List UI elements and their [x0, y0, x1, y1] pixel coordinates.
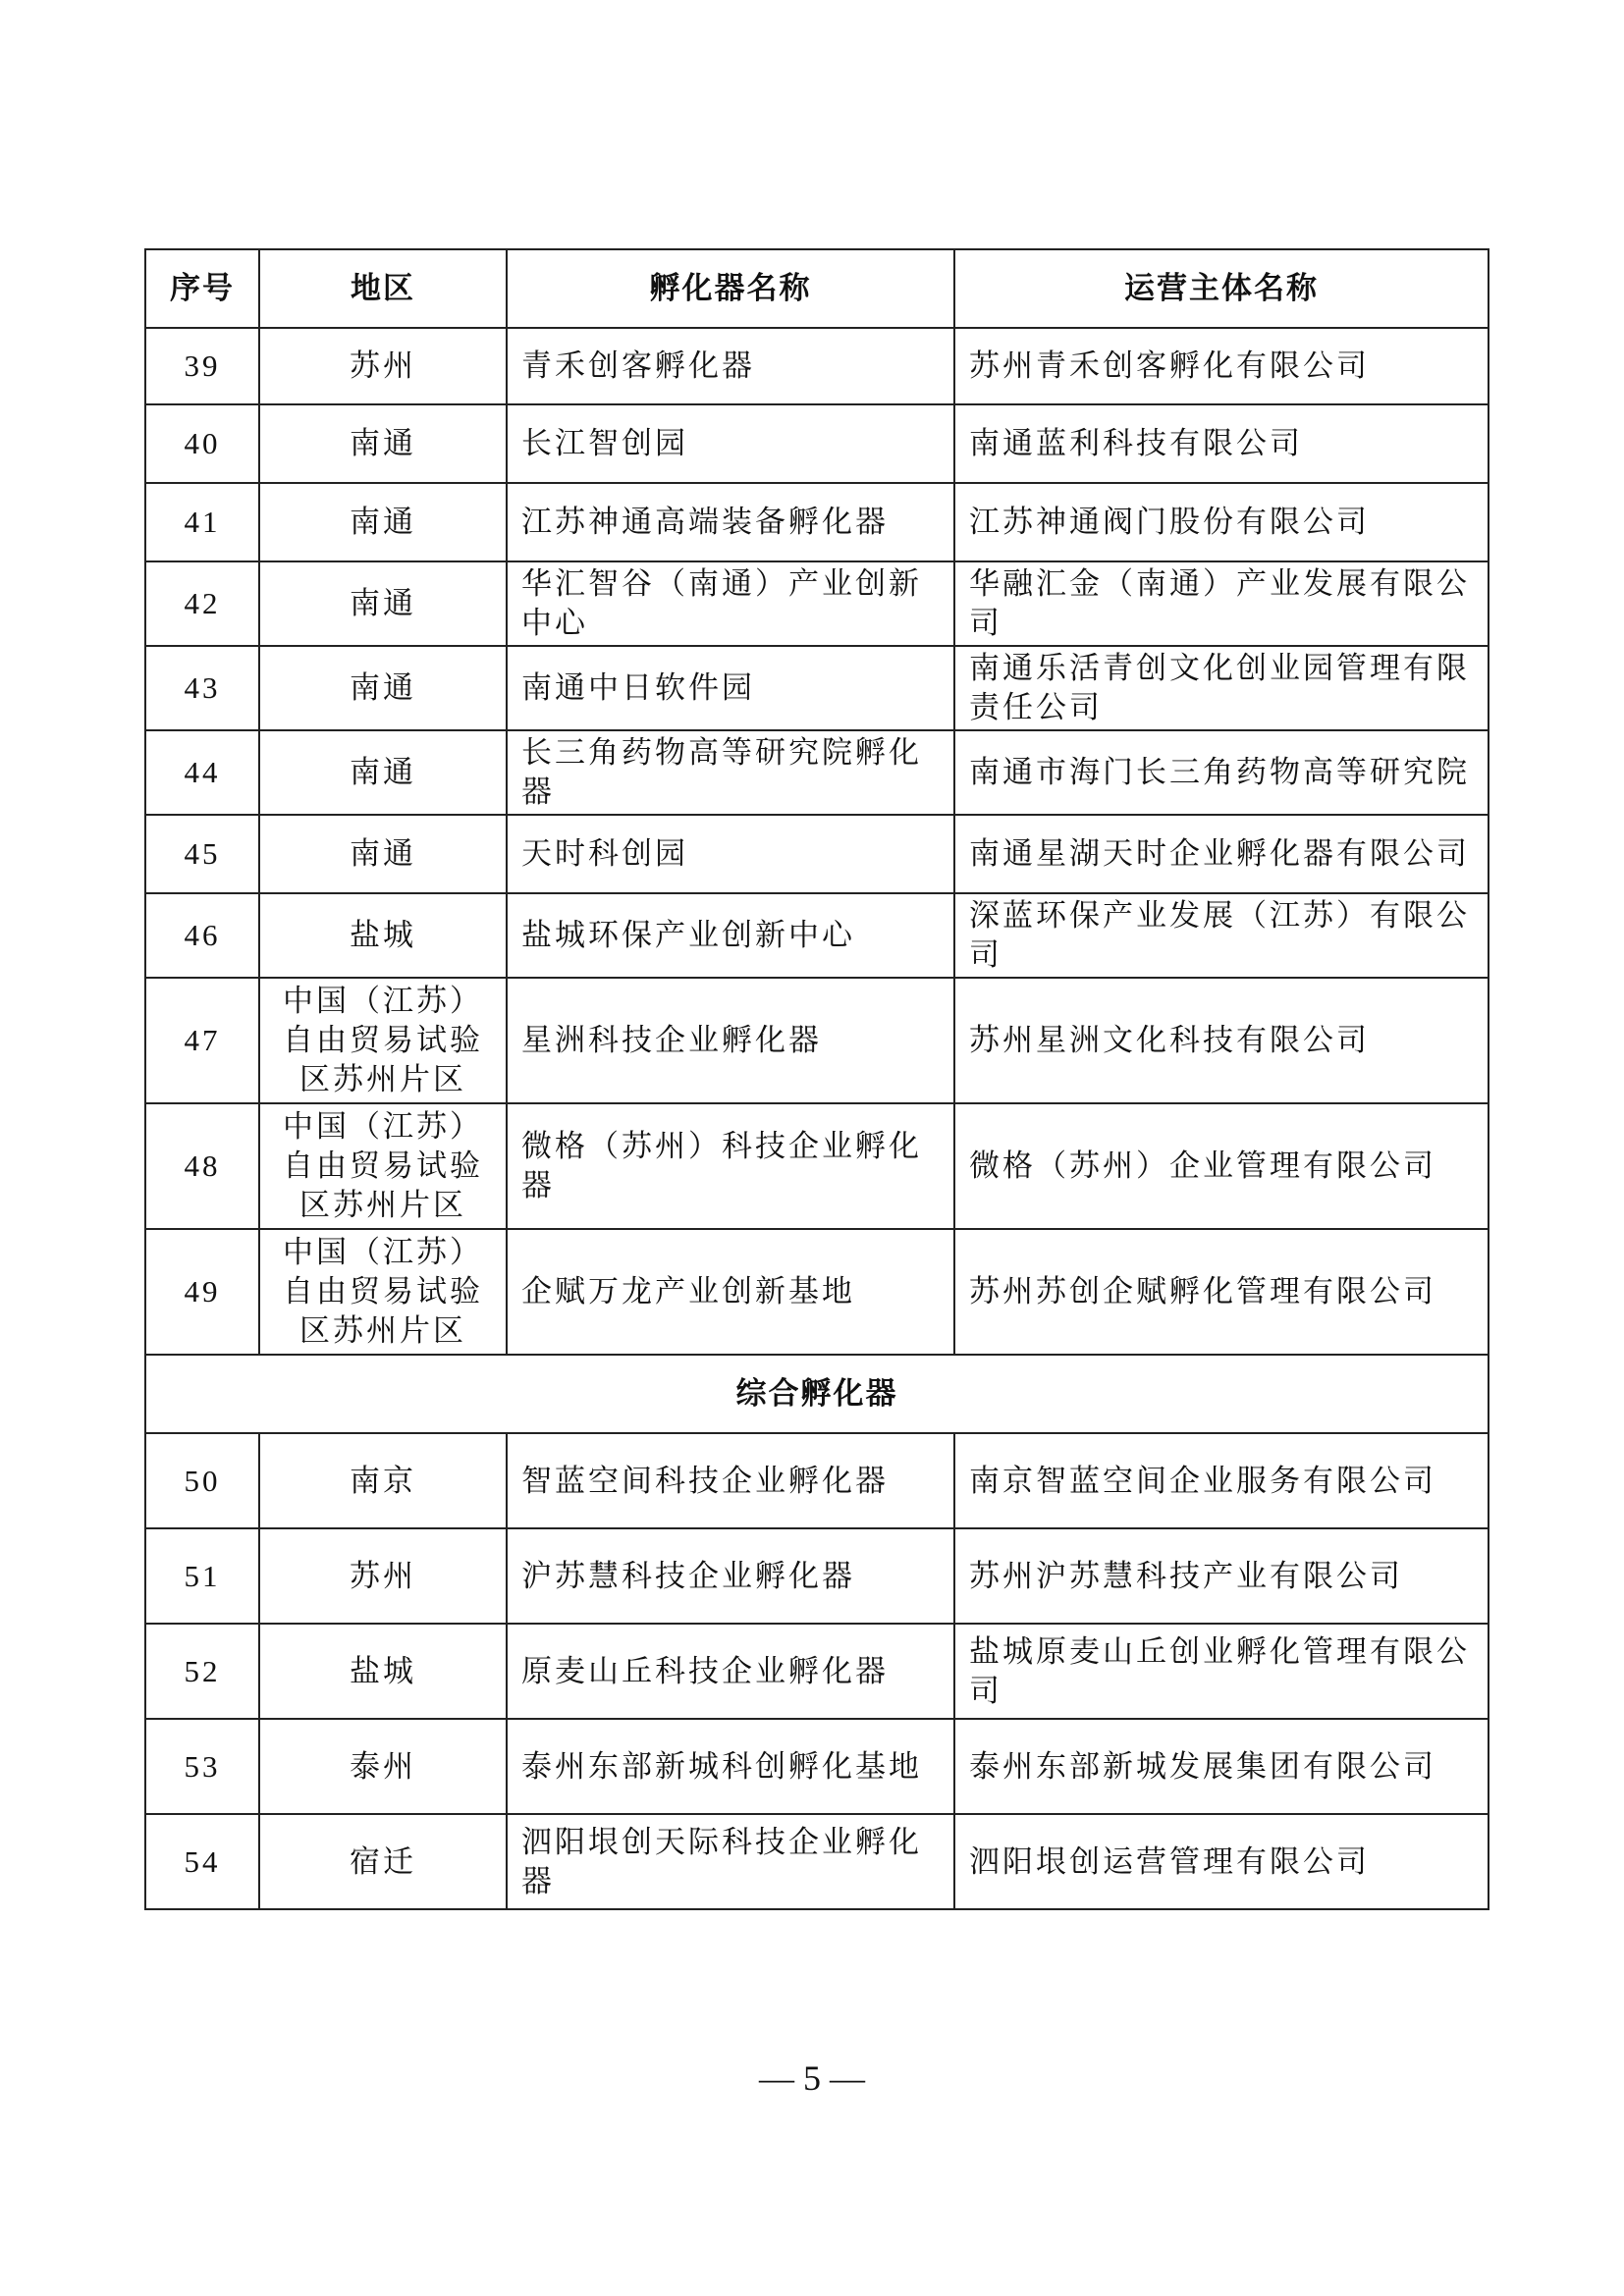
region-cell: 苏州	[259, 328, 507, 404]
seq-cell: 47	[145, 978, 259, 1103]
incubator-name-cell: 企赋万龙产业创新基地	[507, 1229, 954, 1355]
operator-name-cell: 苏州苏创企赋孵化管理有限公司	[954, 1229, 1489, 1355]
seq-cell: 44	[145, 730, 259, 815]
header-seq: 序号	[145, 249, 259, 328]
incubator-name-cell: 沪苏慧科技企业孵化器	[507, 1528, 954, 1624]
seq-cell: 41	[145, 483, 259, 561]
region-cell: 泰州	[259, 1719, 507, 1814]
operator-name-cell: 南通市海门长三角药物高等研究院	[954, 730, 1489, 815]
region-cell: 宿迁	[259, 1814, 507, 1909]
operator-name-cell: 南京智蓝空间企业服务有限公司	[954, 1433, 1489, 1528]
header-region: 地区	[259, 249, 507, 328]
table-row	[145, 1814, 1489, 1909]
seq-cell: 51	[145, 1528, 259, 1624]
table-row	[145, 815, 1489, 893]
region-cell: 中国（江苏）自由贸易试验区苏州片区	[259, 1229, 507, 1355]
incubator-table	[144, 248, 1489, 1910]
incubator-name-cell: 青禾创客孵化器	[507, 328, 954, 404]
header-name: 孵化器名称	[507, 249, 954, 328]
operator-name-cell: 南通乐活青创文化创业园管理有限责任公司	[954, 646, 1489, 730]
incubator-name-cell: 盐城环保产业创新中心	[507, 893, 954, 978]
incubator-name-cell: 江苏神通高端装备孵化器	[507, 483, 954, 561]
table-row	[145, 1719, 1489, 1814]
region-cell: 南通	[259, 561, 507, 646]
region-cell: 盐城	[259, 893, 507, 978]
operator-name-cell: 深蓝环保产业发展（江苏）有限公司	[954, 893, 1489, 978]
operator-name-cell: 泰州东部新城发展集团有限公司	[954, 1719, 1489, 1814]
operator-name-cell: 江苏神通阀门股份有限公司	[954, 483, 1489, 561]
incubator-name-cell: 泗阳垠创天际科技企业孵化器	[507, 1814, 954, 1909]
header-row	[145, 249, 1489, 328]
seq-cell: 50	[145, 1433, 259, 1528]
table-row	[145, 1103, 1489, 1229]
region-cell: 南通	[259, 646, 507, 730]
seq-cell: 49	[145, 1229, 259, 1355]
region-cell: 南通	[259, 404, 507, 483]
region-cell: 苏州	[259, 1528, 507, 1624]
table-row	[145, 730, 1489, 815]
seq-cell: 53	[145, 1719, 259, 1814]
table-row	[145, 1433, 1489, 1528]
table-body-comprehensive	[145, 1433, 1489, 1909]
table-row	[145, 483, 1489, 561]
seq-cell: 52	[145, 1624, 259, 1719]
header-operator: 运营主体名称	[954, 249, 1489, 328]
incubator-name-cell: 长三角药物高等研究院孵化器	[507, 730, 954, 815]
region-cell: 南京	[259, 1433, 507, 1528]
incubator-name-cell: 原麦山丘科技企业孵化器	[507, 1624, 954, 1719]
seq-cell: 43	[145, 646, 259, 730]
seq-cell: 39	[145, 328, 259, 404]
region-cell: 南通	[259, 483, 507, 561]
table-row	[145, 978, 1489, 1103]
operator-name-cell: 泗阳垠创运营管理有限公司	[954, 1814, 1489, 1909]
incubator-name-cell: 星洲科技企业孵化器	[507, 978, 954, 1103]
section-row	[145, 1355, 1489, 1433]
table-row	[145, 893, 1489, 978]
region-cell: 中国（江苏）自由贸易试验区苏州片区	[259, 1103, 507, 1229]
seq-cell: 40	[145, 404, 259, 483]
incubator-name-cell: 智蓝空间科技企业孵化器	[507, 1433, 954, 1528]
table-row	[145, 404, 1489, 483]
table-row	[145, 646, 1489, 730]
seq-cell: 46	[145, 893, 259, 978]
incubator-name-cell: 天时科创园	[507, 815, 954, 893]
operator-name-cell: 南通星湖天时企业孵化器有限公司	[954, 815, 1489, 893]
table-row	[145, 561, 1489, 646]
table-row	[145, 328, 1489, 404]
region-cell: 南通	[259, 815, 507, 893]
table-body-section	[145, 1355, 1489, 1433]
operator-name-cell: 苏州星洲文化科技有限公司	[954, 978, 1489, 1103]
seq-cell: 42	[145, 561, 259, 646]
table-row	[145, 1229, 1489, 1355]
page-number: — 5 —	[759, 2058, 865, 2098]
region-cell: 南通	[259, 730, 507, 815]
operator-name-cell: 苏州沪苏慧科技产业有限公司	[954, 1528, 1489, 1624]
region-cell: 中国（江苏）自由贸易试验区苏州片区	[259, 978, 507, 1103]
operator-name-cell: 苏州青禾创客孵化有限公司	[954, 328, 1489, 404]
region-cell: 盐城	[259, 1624, 507, 1719]
seq-cell: 45	[145, 815, 259, 893]
seq-cell: 48	[145, 1103, 259, 1229]
operator-name-cell: 南通蓝利科技有限公司	[954, 404, 1489, 483]
incubator-name-cell: 南通中日软件园	[507, 646, 954, 730]
operator-name-cell: 盐城原麦山丘创业孵化管理有限公司	[954, 1624, 1489, 1719]
section-title: 综合孵化器	[145, 1355, 1489, 1433]
table-row	[145, 1528, 1489, 1624]
table-row	[145, 1624, 1489, 1719]
seq-cell: 54	[145, 1814, 259, 1909]
incubator-name-cell: 长江智创园	[507, 404, 954, 483]
incubator-name-cell: 华汇智谷（南通）产业创新中心	[507, 561, 954, 646]
incubator-name-cell: 微格（苏州）科技企业孵化器	[507, 1103, 954, 1229]
incubator-name-cell: 泰州东部新城科创孵化基地	[507, 1719, 954, 1814]
table-body-specialized	[145, 328, 1489, 1355]
operator-name-cell: 微格（苏州）企业管理有限公司	[954, 1103, 1489, 1229]
operator-name-cell: 华融汇金（南通）产业发展有限公司	[954, 561, 1489, 646]
